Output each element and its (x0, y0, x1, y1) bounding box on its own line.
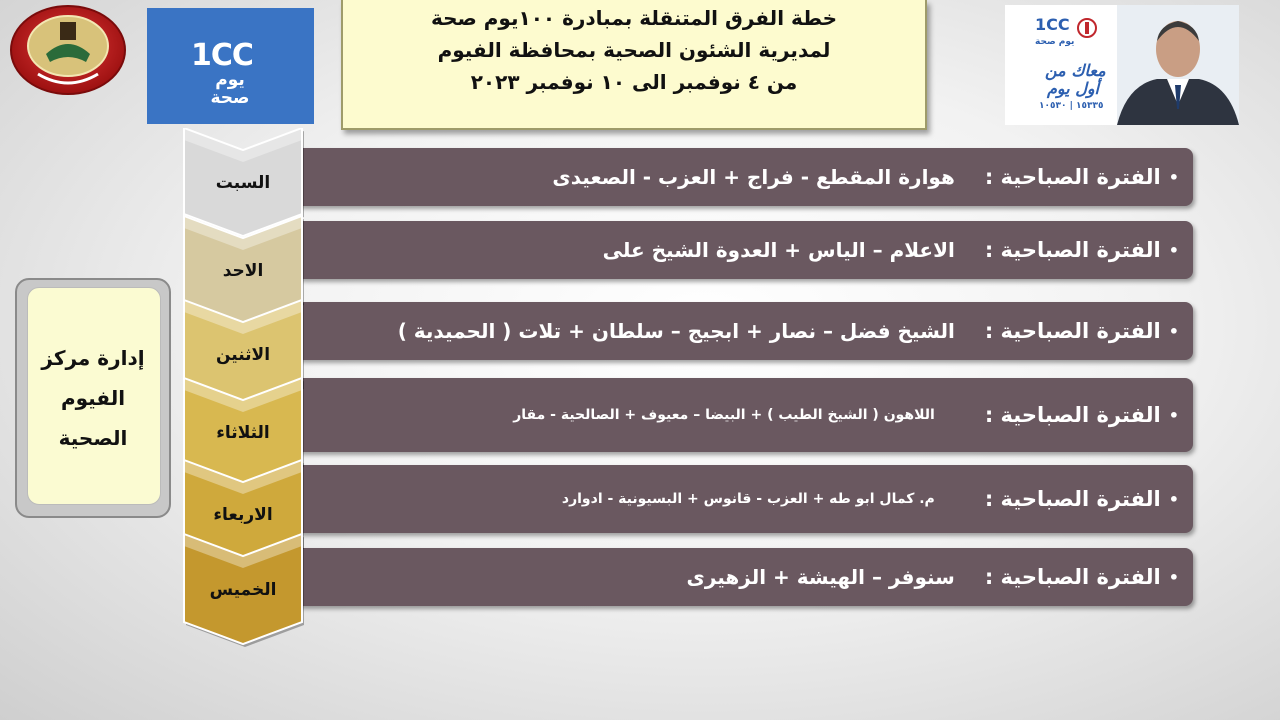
villages-list: الشيخ فضل – نصار + ابجيج – سلطان + تلات ( الحميدية ) (397, 319, 955, 343)
day-chevrons (180, 128, 306, 656)
president-portrait-icon (1117, 5, 1239, 125)
bullet-icon: • (1168, 405, 1179, 425)
day-label: الاثنين (215, 345, 271, 365)
bullet-icon: • (1168, 489, 1179, 509)
health-directorate-emblem-icon (8, 4, 128, 96)
schedule-row (295, 148, 1193, 206)
villages-list: اللاهون ( الشيخ الطيب ) + البيضا – معيوف + الصالحية - مقار (513, 407, 935, 423)
poster-slogan-1: معاك من (1045, 61, 1106, 80)
schedule-row (295, 221, 1193, 279)
villages-list: م. كمال ابو طه + العزب - قانوس + البسيونية - ادوارد (561, 491, 935, 507)
poster-slogan-2: أول يوم (1047, 79, 1099, 98)
day-label: الاربعاء (213, 505, 273, 525)
title-box (341, 0, 927, 130)
bullet-icon: • (1168, 240, 1179, 260)
logo-number: 1CC (191, 38, 253, 73)
day-label: الاحد (222, 261, 264, 281)
district-line-1: إدارة مركز (41, 346, 145, 370)
ministry-seal-icon (1077, 17, 1097, 39)
100-days-health-logo (147, 8, 314, 124)
schedule-row (295, 548, 1193, 606)
district-line-2: الفيوم (60, 386, 126, 410)
villages-list: سنوفر – الهيشة + الزهيرى (686, 565, 955, 589)
day-label: السبت (215, 173, 271, 193)
period-label: الفترة الصباحية : (984, 487, 1161, 511)
title-line-2: لمديرية الشئون الصحية بمحافظة الفيوم (437, 38, 831, 62)
district-line-3: الصحية (58, 426, 128, 450)
period-label: الفترة الصباحية : (984, 165, 1161, 189)
day-label: الخميس (209, 580, 277, 600)
schedule-row (295, 302, 1193, 360)
schedule-row (295, 378, 1193, 452)
villages-list: هوارة المقطع - فراج + العزب - الصعيدى (552, 165, 955, 189)
title-line-3: من ٤ نوفمبر الى ١٠ نوفمبر ٢٠٢٣ (470, 70, 798, 94)
poster-caption: يوم صحة (1035, 37, 1075, 47)
bullet-icon: • (1168, 567, 1179, 587)
bullet-icon: • (1168, 321, 1179, 341)
period-label: الفترة الصباحية : (984, 565, 1161, 589)
period-label: الفترة الصباحية : (984, 238, 1161, 262)
day-label: الثلاثاء (216, 423, 270, 443)
villages-list: الاعلام – الياس + العدوة الشيخ على (602, 238, 955, 262)
campaign-poster (1005, 5, 1239, 125)
schedule-row (295, 465, 1193, 533)
period-label: الفترة الصباحية : (984, 403, 1161, 427)
title-line-1: خطة الفرق المتنقلة بمبادرة ١٠٠يوم صحة (430, 6, 838, 30)
poster-hotline: ١٥٣٣٥ | ١٠٥٣٠ (1039, 101, 1104, 111)
logo-text-line2: صحة (210, 88, 250, 108)
logo-text-line1: يوم (215, 70, 245, 90)
bullet-icon: • (1168, 167, 1179, 187)
poster-number: 1CC (1035, 15, 1070, 34)
period-label: الفترة الصباحية : (984, 319, 1161, 343)
district-name-label (27, 338, 159, 458)
